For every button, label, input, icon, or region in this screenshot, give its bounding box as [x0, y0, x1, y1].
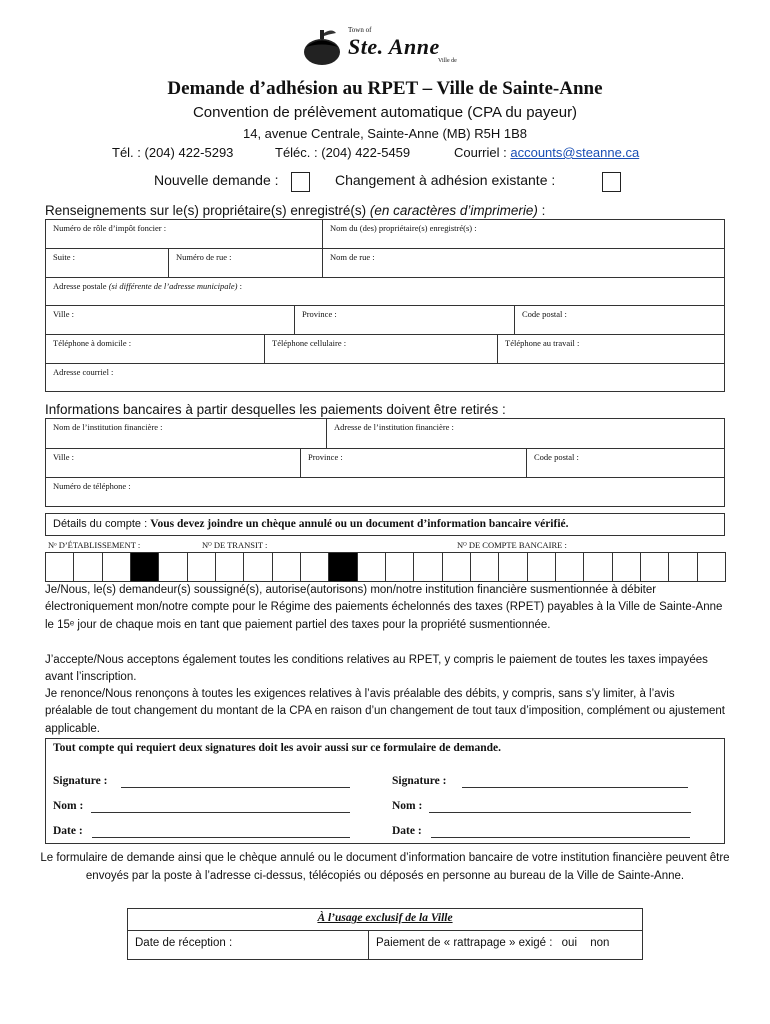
account-digit-boxes — [45, 552, 725, 582]
institution-number-label: Nᵒ D’ÉTABLISSEMENT : — [48, 540, 141, 550]
account-digit-box[interactable] — [243, 552, 272, 582]
name-label-1: Nom : — [53, 800, 84, 812]
institution-address-field[interactable]: Adresse de l’institution financière : — [327, 419, 724, 449]
date-label-1: Date : — [53, 825, 83, 837]
new-request-checkbox[interactable] — [291, 172, 310, 192]
page-subtitle: Convention de prélèvement automatique (CPA du payeur) — [192, 104, 578, 121]
street-name-field[interactable]: Nom de rue : — [323, 249, 724, 278]
account-digit-box[interactable] — [215, 552, 244, 582]
institution-name-field[interactable]: Nom de l’institution financière : — [46, 419, 327, 449]
name-line-2[interactable] — [429, 801, 691, 813]
mailing-address-label: Adresse postale — [53, 281, 109, 291]
account-digit-box[interactable] — [73, 552, 102, 582]
account-digit-box[interactable] — [45, 552, 74, 582]
mailing-address-field[interactable] — [46, 278, 724, 306]
digit-separator — [130, 552, 159, 582]
date-line-1[interactable] — [92, 826, 350, 838]
email-contact — [454, 145, 639, 160]
account-digit-box[interactable] — [668, 552, 697, 582]
authorization-paragraph-3: Je renonce/Nous renonçons à toutes les exigences relatives à l’avis préalable des débits, y compris, sans s’y limiter, à l’avis préalable de tout changement du montant de la CPA en raison d’un changement de tout taux d’imposition, complément ou ajustement applicable. — [45, 688, 725, 735]
account-digit-box[interactable] — [413, 552, 442, 582]
acorn-icon — [300, 28, 344, 66]
owner-names-field[interactable]: Nom du (des) propriétaire(s) enregistré(s) : — [323, 220, 724, 249]
owner-heading-text: Renseignements sur le(s) propriétaire(s) enregistré(s) — [45, 203, 370, 218]
account-digit-box[interactable] — [527, 552, 556, 582]
catchup-payment-field — [369, 931, 609, 959]
account-details-note: Vous devez joindre un chèque annulé ou un document d’information bancaire vérifié. — [150, 518, 569, 530]
home-phone-field[interactable]: Téléphone à domicile : — [46, 335, 265, 364]
signature-label-1: Signature : — [53, 775, 108, 787]
account-digit-box[interactable] — [102, 552, 131, 582]
date-line-2[interactable] — [431, 826, 690, 838]
account-digit-box[interactable] — [612, 552, 641, 582]
name-line-1[interactable] — [91, 801, 350, 813]
logo-ville-text: Ville de — [438, 58, 457, 64]
owner-info-grid — [45, 219, 725, 392]
logo-town-text: Town of — [348, 26, 372, 34]
signature-line-1[interactable] — [121, 776, 350, 788]
name-label-2: Nom : — [392, 800, 423, 812]
account-digit-box[interactable] — [640, 552, 669, 582]
logo-name-text: Ste. Anne — [348, 34, 440, 59]
new-request-label: Nouvelle demande : — [154, 172, 279, 188]
owner-city-field[interactable]: Ville : — [46, 306, 295, 335]
bank-city-field[interactable]: Ville : — [46, 449, 301, 478]
email-label: Courriel : — [454, 145, 511, 160]
work-phone-field[interactable]: Téléphone au travail : — [498, 335, 724, 364]
account-details-label: Détails du compte : — [53, 518, 151, 530]
submission-instructions: Le formulaire de demande ainsi que le chèque annulé ou le document d’information bancaire de votre institution financière peuvent être envoyés par la poste à l’adresse ci-dessus, télécopiés ou déposés en personne au bureau de la Ville de Sainte-Anne. — [40, 852, 730, 882]
account-digit-box[interactable] — [158, 552, 187, 582]
phone-number: Tél. : (204) 422-5293 — [112, 145, 234, 160]
bank-section-heading: Informations bancaires à partir desquelles les paiements doivent être retirés : — [45, 402, 506, 417]
street-number-field[interactable]: Numéro de rue : — [169, 249, 323, 278]
bank-info-grid — [45, 418, 725, 507]
catchup-label: Paiement de « rattrapage » exigé : — [376, 937, 553, 949]
account-digit-box[interactable] — [583, 552, 612, 582]
change-request-label: Changement à adhésion existante : — [335, 172, 556, 188]
change-request-checkbox[interactable] — [602, 172, 621, 192]
owner-heading-note: (en caractères d’imprimerie) — [369, 203, 538, 218]
bank-province-field[interactable]: Province : — [301, 449, 527, 478]
fax-number: Téléc. : (204) 422-5459 — [275, 145, 411, 160]
owner-province-field[interactable]: Province : — [295, 306, 515, 335]
authorization-paragraph-1: Je/Nous, le(s) demandeur(s) soussigné(s), autorise(autorisons) mon/notre institution financière susmentionnée à débiter électroniquement mon/notre compte pour le Régime des paiements échelonnés des taxes (RPET) payables à la Ville de Sainte-Anne le 15ᵉ jour de chaque mois en tant que paiement partiel des taxes pour la propriété susmentionnée. — [45, 584, 723, 631]
received-date-field[interactable]: Date de réception : — [128, 931, 369, 959]
authorization-paragraph-2: J’accepte/Nous acceptons également toutes les conditions relatives au RPET, y compris le paiement de toutes les taxes impayées avant l’inscription. — [45, 654, 708, 684]
transit-number-label: Nᴼ DE TRANSIT : — [202, 540, 268, 550]
owner-email-field[interactable]: Adresse courriel : — [53, 367, 114, 377]
mailing-address-end: : — [237, 281, 242, 291]
mailing-address-note: (si différente de l’adresse municipale) — [108, 281, 238, 291]
account-digit-box[interactable] — [470, 552, 499, 582]
page-title: Demande d’adhésion au RPET – Ville de Sainte-Anne — [167, 78, 603, 99]
account-digit-box[interactable] — [300, 552, 329, 582]
catchup-no-option[interactable]: non — [590, 937, 610, 949]
cell-phone-field[interactable]: Téléphone cellulaire : — [265, 335, 498, 364]
email-link[interactable]: accounts@steanne.ca — [510, 145, 640, 160]
digit-separator — [328, 552, 357, 582]
account-digit-box[interactable] — [357, 552, 386, 582]
office-address: 14, avenue Centrale, Sainte-Anne (MB) R5H 1B8 — [243, 126, 527, 141]
account-digit-box[interactable] — [555, 552, 584, 582]
suite-field[interactable]: Suite : — [46, 249, 169, 278]
owner-heading-end: : — [537, 203, 546, 218]
bank-postal-code-field[interactable]: Code postal : — [527, 449, 724, 478]
account-details-bar — [45, 513, 725, 536]
office-use-box — [127, 908, 643, 960]
signature-heading: Tout compte qui requiert deux signatures doit les avoir aussi sur ce formulaire de demande. — [53, 742, 501, 754]
owner-section-heading — [45, 203, 545, 218]
signature-label-2: Signature : — [392, 775, 447, 787]
owner-postal-code-field[interactable]: Code postal : — [515, 306, 724, 335]
account-digit-box[interactable] — [498, 552, 527, 582]
office-use-heading: À l’usage exclusif de la Ville — [128, 909, 642, 931]
signature-line-2[interactable] — [462, 776, 688, 788]
account-digit-box[interactable] — [385, 552, 414, 582]
catchup-yes-option[interactable]: oui — [561, 937, 578, 949]
account-digit-box[interactable] — [697, 552, 726, 582]
account-digit-box[interactable] — [442, 552, 471, 582]
bank-phone-field[interactable]: Numéro de téléphone : — [53, 481, 131, 491]
date-label-2: Date : — [392, 825, 422, 837]
signature-box — [45, 738, 725, 844]
town-logo — [300, 24, 470, 68]
roll-number-field[interactable]: Numéro de rôle d’impôt foncier : — [46, 220, 323, 249]
account-digit-box[interactable] — [187, 552, 216, 582]
account-number-label: Nᴼ DE COMPTE BANCAIRE : — [457, 540, 567, 550]
account-digit-box[interactable] — [272, 552, 301, 582]
